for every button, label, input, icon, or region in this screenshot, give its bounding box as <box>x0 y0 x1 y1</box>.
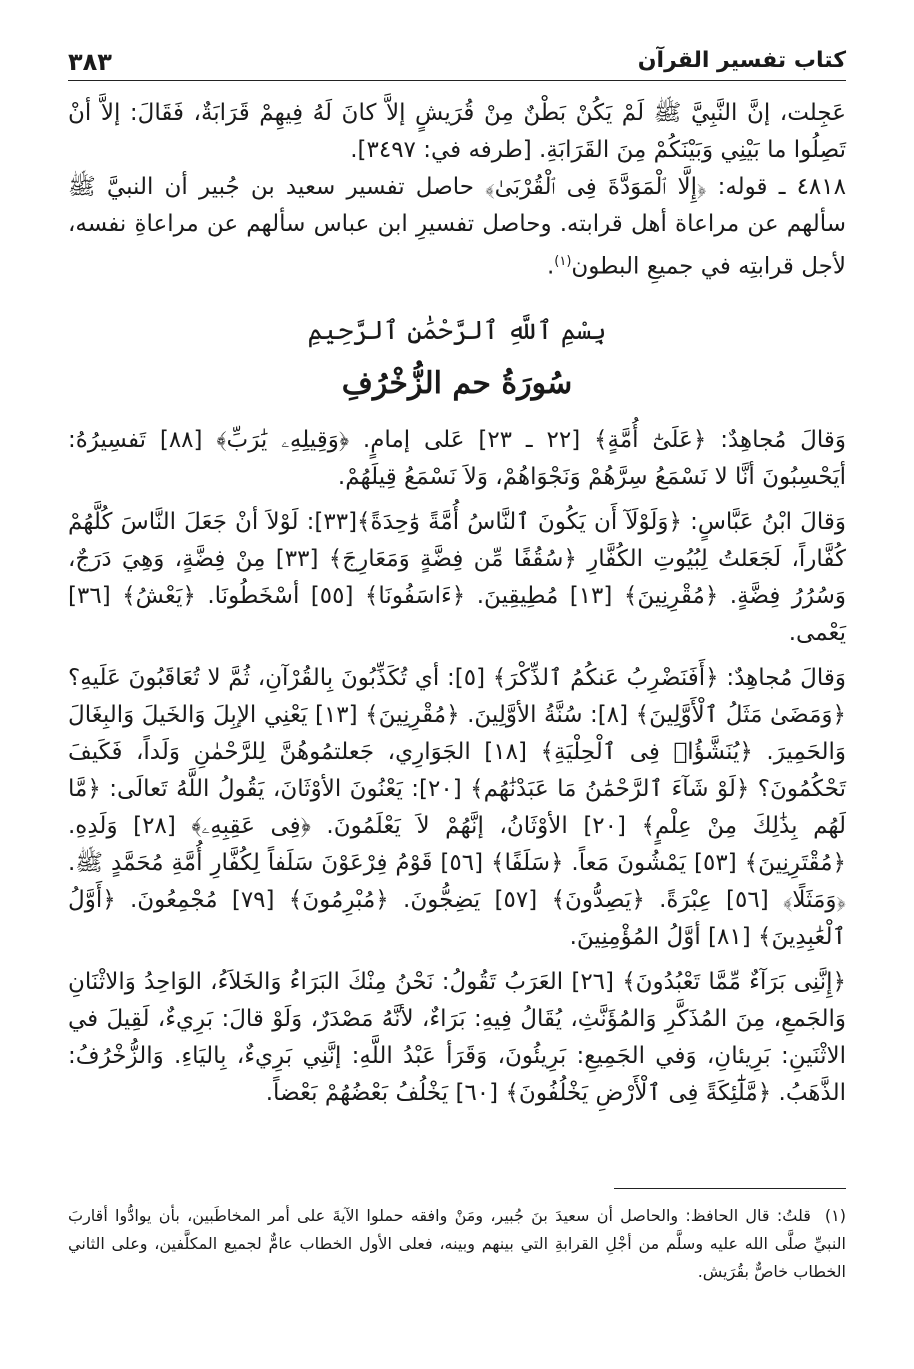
surah-title: سُورَةُ حم الزُّخْرُفِ <box>341 365 573 401</box>
book-title: كتاب تفسير القرآن <box>637 48 846 73</box>
paragraph-mujahid-2: وَقالَ مُجاهِدٌ: ﴿أَفَنَضْرِبُ عَنكُمُ ٱلذِّكْرَ﴾ [٥]: أي تُكَذِّبُونَ بِالقُرْآنِ، ثُمَّ لا تُعَاقَبُونَ عَلَيهِ؟ ﴿وَمَضَىٰ مَثَلُ ٱلْأَوَّلِينَ﴾ [٨]: سُنَّةُ الأوَّلِينَ. ﴿مُقْرِنِينَ﴾ [١٣] يَعْنِي الإبِلَ وَالخَيلَ وَالبِغَالَ وَالحَمِيرَ. ﴿يُنَشَّؤُا۟ فِى ٱلْحِلْيَةِ﴾ [١٨] الجَوَارِي، جَعلتمُوهُنَّ لِلرَّحْمٰنِ وَلَداً، فَكَيفَ تَحْكُمُونَ؟ ﴿لَوْ شَآءَ ٱلرَّحْمَٰنُ مَا عَبَدْنَٰهُم﴾ [٢٠]: يَعْنُونَ الأوْثَانَ، يَقُولُ اللَّهُ تَعالَى: ﴿مَّا لَهُم بِذَٰلِكَ مِنْ عِلْمٍ﴾ [٢٠] الأوْثَانُ، إنَّهُمْ لاَ يَعْلَمُونَ. ﴿فِى عَقِبِهِۦ﴾ [٢٨] وَلَدِهِ. ﴿مُقْتَرِنِينَ﴾ [٥٣] يَمْشُونَ مَعاً. ﴿سَلَفًا﴾ [٥٦] قَوْمُ فِرْعَوْنَ سَلَفاً لِكُفَّارِ أُمَّةِ مُحَمَّدٍ ﷺ. ﴿وَمَثَلًا﴾ [٥٦] عِبْرَةً. ﴿يَصِدُّونَ﴾ [٥٧] يَضِجُّونَ. ﴿مُبْرِمُونَ﴾ [٧٩] مُجْمِعُونَ. ﴿أَوَّلُ ٱلْعَٰبِدِينَ﴾ [٨١] أوَّلُ المُؤْمِنِينَ. <box>68 664 847 950</box>
page-header <box>68 40 846 81</box>
paragraph-4818-text: ٤٨١٨ ـ قوله: ﴿إِلَّا ٱلْمَوَدَّةَ فِى ٱلْقُرْبَىٰ﴾ حاصل تفسير سعيد بن جُبير أن النبيَّ ﷺ سألهم عن مراعاة أهل قرابته. وحاصل تفسيرِ ابن عباس سألهم عن مراعاةِ نفسه، لأجل قرابتِه في جميعِ البطون <box>68 174 846 280</box>
paragraph-mujahid-1: وَقالَ مُجاهِدٌ: ﴿عَلَىٰٓ أُمَّةٍ﴾ [٢٢ ـ ٢٣] عَلى إمامٍ. ﴿وَقِيلِهِۦ يَٰرَبِّ﴾ [٨٨] تَفسِيرُهُ: أيَحْسِبُونَ أنَّا لا نَسْمَعُ سِرَّهُمْ وَنَجْوَاهُمْ، وَلاَ نَسْمَعُ قِيلَهُمْ. <box>68 426 846 490</box>
basmala: بِسْمِ ٱللَّهِ ٱلرَّحْمَٰنِ ٱلرَّحِيمِ <box>307 315 607 346</box>
paragraph-ibn-abbas: وَقالَ ابْنُ عَبَّاسٍ: ﴿وَلَوْلَآ أَن يَكُونَ ٱلنَّاسُ أُمَّةً وَٰحِدَةً﴾[٣٣]: لَوْلاَ أنْ جَعَلَ النَّاسَ كُلَّهُمْ كُفَّاراً، لَجَعَلتُ لِبُيُوتِ الكُفَّارِ ﴿سُقُفًا مِّن فِضَّةٍ وَمَعَارِجَ﴾ [٣٣] مِنْ فِضَّةٍ، وَهِيَ دَرَجٌ، وَسُرُرُ فِضَّةٍ. ﴿مُقْرِنِينَ﴾ [١٣] مُطِيقِينَ. ﴿ءَاسَفُونَا﴾ [٥٥] أسْخَطُونَا. ﴿يَعْشُ﴾ [٣٦] يَعْمى. <box>68 508 847 646</box>
footnote-reference[interactable]: (١) <box>554 254 572 269</box>
footnote-divider <box>614 1188 846 1189</box>
footnote <box>68 1202 846 1286</box>
page-number: ٣٨٣ <box>68 48 112 76</box>
paragraph-4818: ٤٨١٨ ـ قوله: ﴿إِلَّا ٱلْمَوَدَّةَ فِى ٱلْقُرْبَىٰ﴾ حاصل تفسير سعيد بن جُبير أن النبيَّ ﷺ سألهم عن مراعاة أهل قرابته. وحاصل تفسيرِ ابن عباس سألهم عن مراعاةِ نفسه، لأجل قرابتِه في جميعِ البطون$^{(١)}$. <box>68 174 846 280</box>
paragraph-baraa: ﴿إِنَّنِى بَرَآءٌ مِّمَّا تَعْبُدُونَ﴾ [٢٦] العَرَبُ تَقُولُ: نَحْنُ مِنْكَ البَرَاءُ وَالخَلاَءُ، الوَاحِدُ وَالاثْنَانِ وَالجَمعِ، مِنَ المُذَكَّرِ وَالمُؤَنَّثِ، يُقَالُ فِيهِ: بَرَاءٌ، لأنَّهُ مَصْدَرٌ، وَلَوْ قالَ: بَرِيءٌ، لَقِيلَ في الاثْنَينِ: بَرِيئانِ، وَفي الجَمِيعِ: بَرِيئُونَ، وَقَرَأ عَبْدُ اللَّهِ: إنَّنِي بَرِيءٌ، بِاليَاءِ. وَالزُّخْرُفُ: الذَّهَبُ. ﴿مَّلَٰٓئِكَةً فِى ٱلْأَرْضِ يَخْلُفُونَ﴾ [٦٠] يَخْلُفُ بَعْضُهُمْ بَعْضاً. <box>68 968 846 1106</box>
footnote-number: (١) <box>824 1206 846 1225</box>
paragraph-hadith-end: عَجِلت، إنَّ النَّبِيَّ ﷺ لَمْ يَكُنْ بَطْنٌ مِنْ قُرَيشٍ إلاَّ كانَ لَهُ فِيهِمْ قَرَابَةٌ، فَقَالَ: إلاَّ أنْ تَصِلُوا ما بَيْنِي وَبَيْنَكُمْ مِنَ القَرَابَةِ. [طرفه في: ٣٤٩٧]. <box>68 100 846 163</box>
footnote-text: قلتُ: قال الحافظ: والحاصل أن سعيدَ بنَ جُبير، ومَنْ وافقه حملوا الآيةَ على أمر المخاطَبين، بأن يوادُّوا أقاربَ النبيِّ صلَّى الله عليه وسلَّم من أجْلِ القرابةِ التي بينهم وبينه، فعلى الأول الخطاب عامٌّ لجميع المكلَّفين، وعلى الثاني الخطاب خاصٌّ بقُرَيش. <box>68 1206 846 1281</box>
page <box>68 40 846 1340</box>
